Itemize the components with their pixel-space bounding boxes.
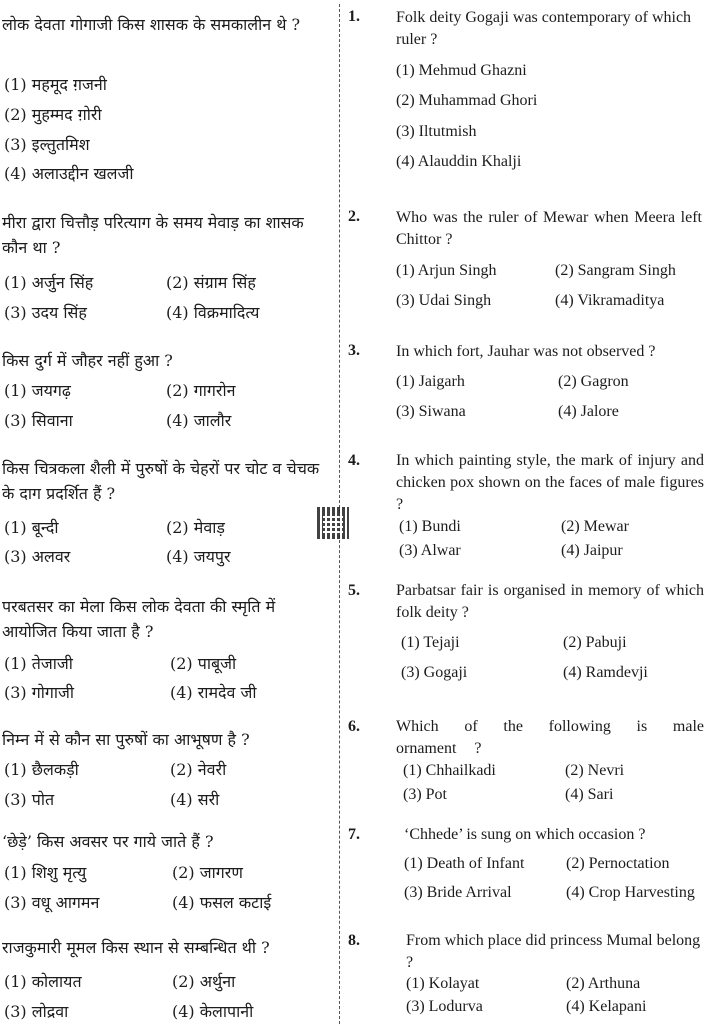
q6-hindi-option-3: (3) पोत [4, 790, 55, 809]
q2-hindi-option-2: (2) संग्राम सिंह [166, 273, 256, 292]
q4-english-stem: In which painting style, the mark of injury and chicken pox shown on the faces of male figures ? [396, 452, 704, 513]
q6-english-option-3: (3) Pot [403, 786, 447, 803]
q5-english-stem: Parbatsar fair is organised in memory of which folk deity ? [396, 582, 704, 621]
q1-english-option-3: (3) Iltutmish [396, 123, 477, 140]
q2-english-option-4: (4) Vikramaditya [555, 292, 665, 309]
q5-hindi-stem: परबतसर का मेला किस लोक देवता की स्मृति में आयोजित किया जाता है ? [2, 597, 276, 641]
q1-english-option-2: (2) Muhammad Ghori [396, 92, 538, 109]
q3-hindi-option-3: (3) सिवाना [4, 411, 73, 430]
q6-hindi-option-4: (4) सरी [170, 790, 220, 809]
q7-number: 7. [348, 826, 360, 843]
qr-code-icon [317, 507, 349, 539]
q6-english-option-4: (4) Sari [565, 786, 614, 803]
q8-hindi-option-3: (3) लोद्रवा [4, 1002, 69, 1021]
q3-hindi-option-4: (4) जालौर [166, 411, 232, 430]
q8-english-option-4: (4) Kelapani [566, 998, 647, 1015]
q1-english-option-4: (4) Alauddin Khalji [396, 153, 522, 170]
q5-hindi-option-1: (1) तेजाजी [4, 654, 73, 673]
q4-hindi-option-4: (4) जयपुर [166, 547, 231, 566]
q7-hindi-option-4: (4) फसल कटाई [172, 893, 272, 912]
q8-hindi-option-2: (2) अर्थुना [172, 972, 236, 991]
q6-english-option-2: (2) Nevri [565, 762, 625, 779]
q4-hindi-option-2: (2) मेवाड़ [166, 518, 225, 537]
q1-hindi-option-4: (4) अलाउद्दीन खलजी [4, 164, 134, 183]
q3-hindi-option-1: (1) जयगढ़ [4, 381, 71, 400]
q4-english-option-3: (3) Alwar [399, 542, 461, 559]
q7-hindi-option-1: (1) शिशु मृत्यु [4, 863, 87, 882]
q3-english-option-1: (1) Jaigarh [396, 373, 465, 390]
q3-english-stem: In which fort, Jauhar was not observed ? [396, 343, 656, 360]
q4-number: 4. [348, 452, 360, 469]
q5-hindi-option-2: (2) पाबूजी [170, 654, 237, 673]
q5-english-option-4: (4) Ramdevji [563, 664, 648, 681]
q4-hindi-option-3: (3) अलवर [4, 547, 71, 566]
q6-hindi-option-2: (2) नेवरी [170, 760, 227, 779]
q3-hindi-stem: किस दुर्ग में जौहर नहीं हुआ ? [2, 351, 173, 370]
q7-hindi-stem: ‘छेड़े’ किस अवसर पर गाये जाते हैं ? [2, 832, 214, 851]
q2-hindi-option-3: (3) उदय सिंह [4, 303, 87, 322]
q8-hindi-option-1: (1) कोलायत [4, 972, 82, 991]
q2-english-option-1: (1) Arjun Singh [396, 262, 497, 279]
q2-english-option-3: (3) Udai Singh [396, 292, 492, 309]
q4-english-option-1: (1) Bundi [399, 518, 461, 535]
q4-english-option-4: (4) Jaipur [561, 542, 623, 559]
q2-english-stem: Who was the ruler of Mewar when Meera left Chittor ? [396, 209, 702, 248]
q7-english-stem: ‘Chhede’ is sung on which occasion ? [404, 826, 646, 843]
q1-hindi-stem: लोक देवता गोगाजी किस शासक के समकालीन थे ? [2, 15, 301, 34]
q1-number: 1. [348, 8, 360, 25]
q2-number: 2. [348, 208, 360, 225]
q7-hindi-option-2: (2) जागरण [172, 863, 243, 882]
q3-hindi-option-2: (2) गागरोन [166, 381, 236, 400]
q1-english-option-1: (1) Mehmud Ghazni [396, 62, 527, 79]
q4-english-option-2: (2) Mewar [561, 518, 629, 535]
q7-hindi-option-3: (3) वधू आगमन [4, 893, 100, 912]
q8-english-option-3: (3) Lodurva [406, 998, 483, 1015]
q1-hindi-option-2: (2) मुहम्मद ग़ोरी [4, 105, 102, 124]
q2-english-option-2: (2) Sangram Singh [555, 262, 676, 279]
q2-hindi-stem: मीरा द्वारा चित्तौड़ परित्याग के समय मेवाड़ का शासक कौन था ? [2, 213, 304, 257]
q5-number: 5. [348, 582, 360, 599]
q3-english-option-4: (4) Jalore [558, 403, 619, 420]
q3-number: 3. [348, 342, 360, 359]
q2-hindi-option-4: (4) विक्रमादित्य [166, 303, 260, 322]
q7-english-option-1: (1) Death of Infant [404, 855, 525, 872]
q7-english-option-3: (3) Bride Arrival [404, 884, 512, 901]
q6-english-stem: Which of the following is male ornament ? [396, 718, 704, 757]
q8-hindi-stem: राजकुमारी मूमल किस स्थान से सम्बन्धित थी ? [2, 938, 270, 957]
q8-hindi-option-4: (4) केलापानी [172, 1002, 254, 1021]
q7-english-option-2: (2) Pernoctation [566, 855, 670, 872]
q6-hindi-stem: निम्न में से कौन सा पुरुषों का आभूषण है ? [2, 730, 250, 749]
q1-hindi-option-3: (3) इल्तुतमिश [4, 135, 90, 154]
q4-hindi-stem: किस चित्रकला शैली में पुरुषों के चेहरों पर चोट व चेचक के दाग प्रदर्शित हैं ? [2, 459, 320, 503]
q8-english-option-2: (2) Arthuna [566, 975, 641, 992]
q5-english-option-1: (1) Tejaji [401, 634, 460, 651]
q3-english-option-2: (2) Gagron [558, 373, 629, 390]
q1-english-stem: Folk deity Gogaji was contemporary of which ruler ? [396, 9, 692, 48]
q2-hindi-option-1: (1) अर्जुन सिंह [4, 273, 94, 292]
q5-english-option-3: (3) Gogaji [401, 664, 468, 681]
q7-english-option-4: (4) Crop Harvesting [566, 884, 695, 901]
q5-english-option-2: (2) Pabuji [563, 634, 627, 651]
q1-hindi-option-1: (1) महमूद ग़जनी [4, 75, 107, 94]
q6-english-option-1: (1) Chhailkadi [403, 762, 496, 779]
q3-english-option-3: (3) Siwana [396, 403, 466, 420]
q5-hindi-option-3: (3) गोगाजी [4, 683, 75, 702]
q4-hindi-option-1: (1) बून्दी [4, 518, 59, 537]
q8-english-stem: From which place did princess Mumal belong ? [406, 932, 701, 971]
q6-hindi-option-1: (1) छैलकड़ी [4, 760, 79, 779]
q8-english-option-1: (1) Kolayat [406, 975, 480, 992]
q6-number: 6. [348, 718, 360, 735]
q8-number: 8. [348, 932, 360, 949]
q5-hindi-option-4: (4) रामदेव जी [170, 683, 257, 702]
